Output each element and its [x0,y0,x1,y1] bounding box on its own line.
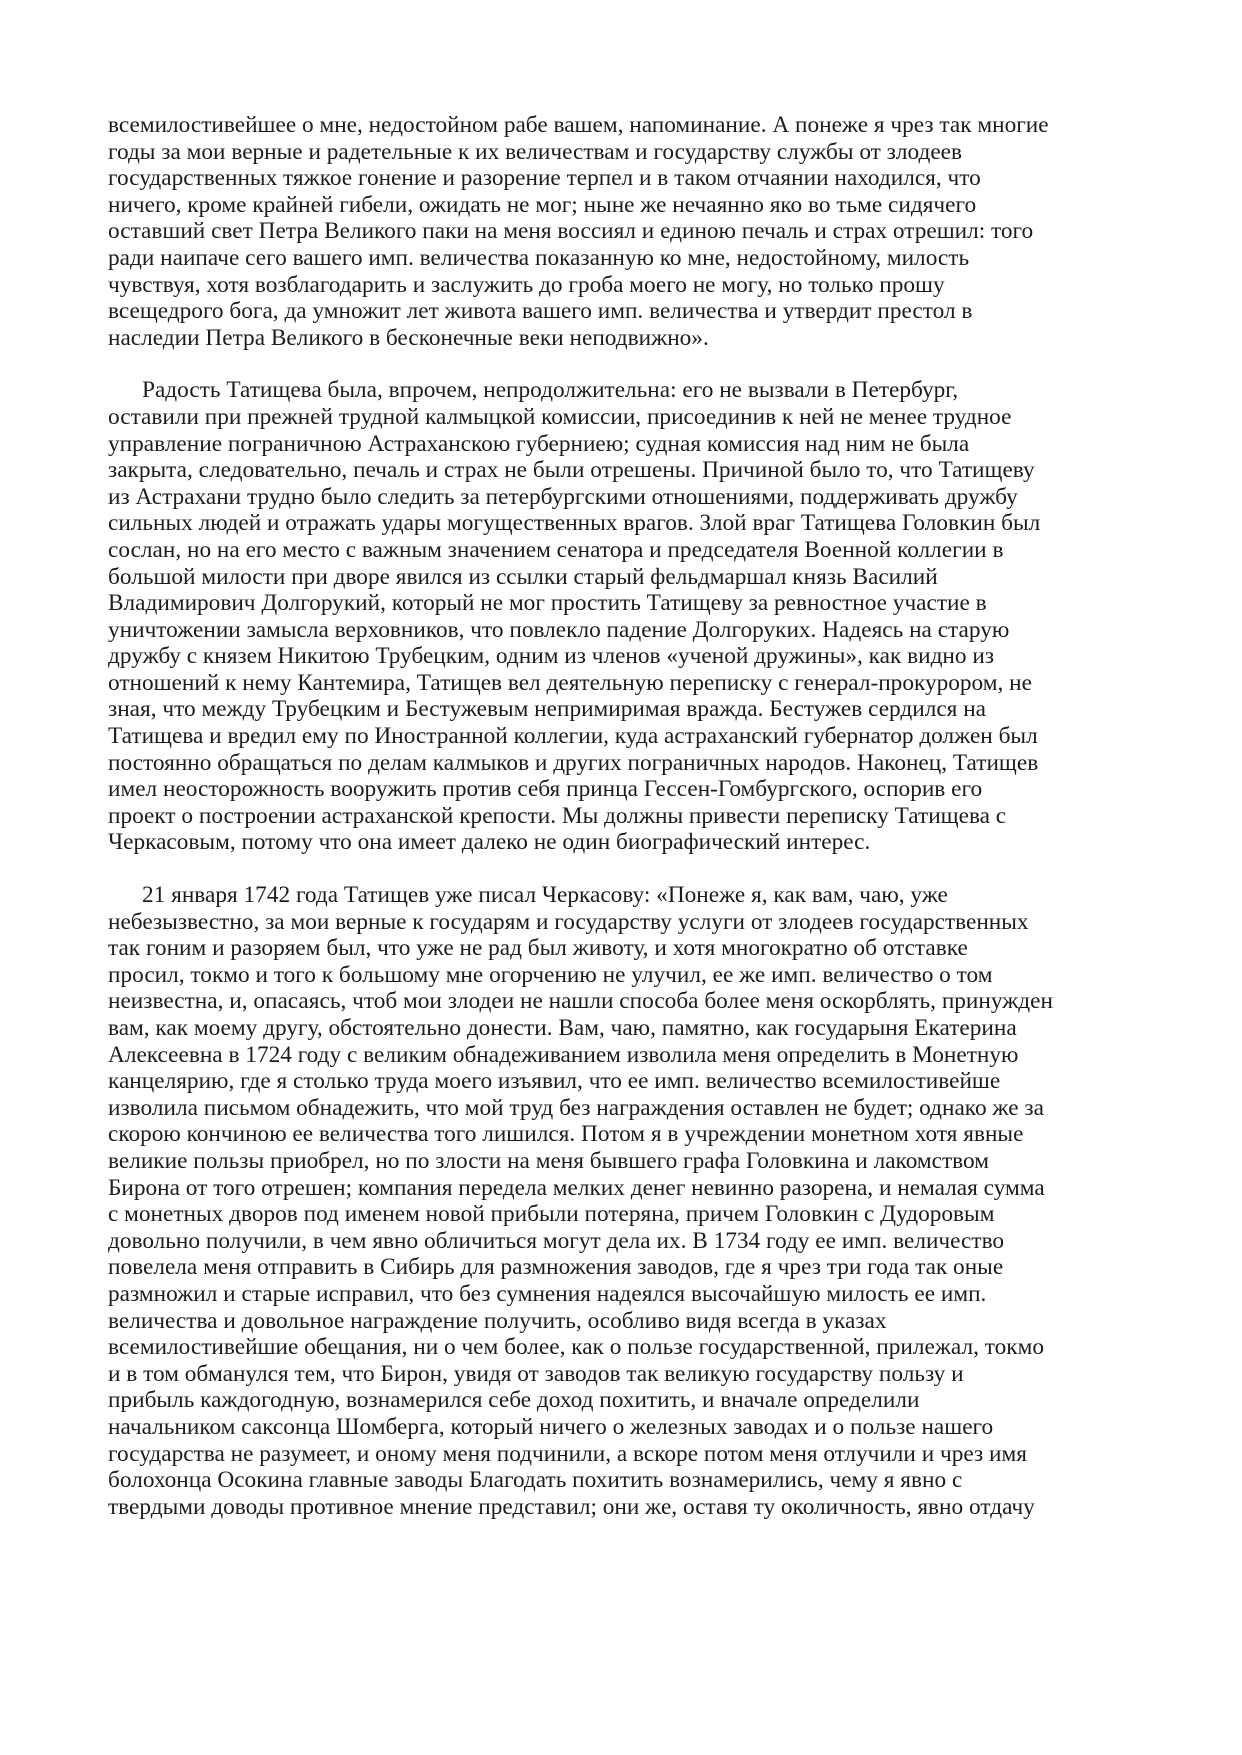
document-page [108,112,1138,1546]
paragraph-letter-to-cherkasov: 21 января 1742 года Татищев уже писал Черкасову: «Понеже я, как вам, чаю, уже небезызвестно, за мои верные к государям и государству услуги от злодеев государственных так гоним и разоряем был, что уже не рад был животу, и хотя многократно об отставке просил, токмо и того к большому мне огорчению не улучил, ее же имп. величество о том неизвестна, и, опасаясь, чтоб мои злодеи не нашли способа более меня оскорблять, принужден вам, как моему другу, обстоятельно донести. Вам, чаю, памятно, как государыня Екатерина Алексеевна в 1724 году с великим обнадеживанием изволила меня определить в Монетную канцелярию, где я столько труда моего изъявил, что ее имп. величество всемилостивейше изволила письмом обнадежить, что мой труд без награждения оставлен не будет; однако же за скорою кончиною ее величества того лишился. Потом я в учреждении монетном хотя явные великие пользы приобрел, но по злости на меня бывшего графа Головкина и лакомством Бирона от того отрешен; компания передела мелких денег невинно разорена, и немалая сумма с монетных дворов под именем новой прибыли потеряна, причем Головкин с Дудоровым довольно получили, в чем явно обличиться могут дела их. В 1734 году ее имп. величество повелела меня отправить в Сибирь для размножения заводов, где я чрез три года так оные размножил и старые исправил, что без сумнения надеялся высочайшую милость ее имп. величества и довольное награждение получить, особливо видя всегда в указах всемилостивейшие обещания, ни о чем более, как о пользе государственной, прилежал, токмо и в том обманулся тем, что Бирон, увидя от заводов так великую государству пользу и прибыль каждогодную, вознамерился себе доход похитить, и вначале определили начальником саксонца Шомберга, который ничего о железных заводах и о пользе нашего государства не разумеет, и оному меня подчинили, а вскоре потом меня отлучили и чрез имя болохонца Осокина главные заводы Благодать похитить вознамерились, чему я явно с твердыми доводы противное мнение представил; они же, оставя ту околичность, явно отдачу [108,882,1053,1520]
paragraph-letter-end: всемилостивейшее о мне, недостойном рабе вашем, напоминание. А понеже я чрез так многие годы за мои верные и радетельные к их величествам и государству службы от злодеев государственных тяжкое гонение и разорение терпел и в таком отчаянии находился, что ничего, кроме крайней гибели, ожидать не мог; ныне же нечаянно яко во тьме сидячего оставший свет Петра Великого паки на меня воссиял и единою печаль и страх отрешил: того ради наипаче сего вашего имп. величества показанную ко мне, недостойному, милость чувствуя, хотя возблагодарить и заслужить до гроба моего не могу, но только прошу всещедрого бога, да умножит лет живота вашего имп. величества и утвердит престол в наследии Петра Великого в бесконечные веки неподвижно». [108,112,1049,351]
paragraph-tatishchev-joy: Радость Татищева была, впрочем, непродолжительна: его не вызвали в Петербург, оставили при прежней трудной калмыцкой комиссии, присоединив к ней не менее трудное управление пограничною Астраханскою губерниею; судная комиссия над ним не была закрыта, следовательно, печаль и страх не были отрешены. Причиной было то, что Татищеву из Астрахани трудно было следить за петербургскими отношениями, поддерживать дружбу сильных людей и отражать удары могущественных врагов. Злой враг Татищева Головкин был сослан, но на его место с важным значением сенатора и председателя Военной коллегии в большой милости при дворе явился из ссылки старый фельдмаршал князь Василий Владимирович Долгорукий, который не мог простить Татищеву за ревностное участие в уничтожении замысла верховников, что повлекло падение Долгоруких. Надеясь на старую дружбу с князем Никитою Трубецким, одним из членов «ученой дружины», как видно из отношений к нему Кантемира, Татищев вел деятельную переписку с генерал-прокурором, не зная, что между Трубецким и Бестужевым непримиримая вражда. Бестужев сердился на Татищева и вредил ему по Иностранной коллегии, куда астраханский губернатор должен был постоянно обращаться по делам калмыков и других пограничных народов. Наконец, Татищев имел неосторожность вооружить против себя принца Гессен-Гомбургского, оспорив его проект о построении астраханской крепости. Мы должны привести переписку Татищева с Черкасовым, потому что она имеет далеко не один биографический интерес. [108,377,1041,856]
